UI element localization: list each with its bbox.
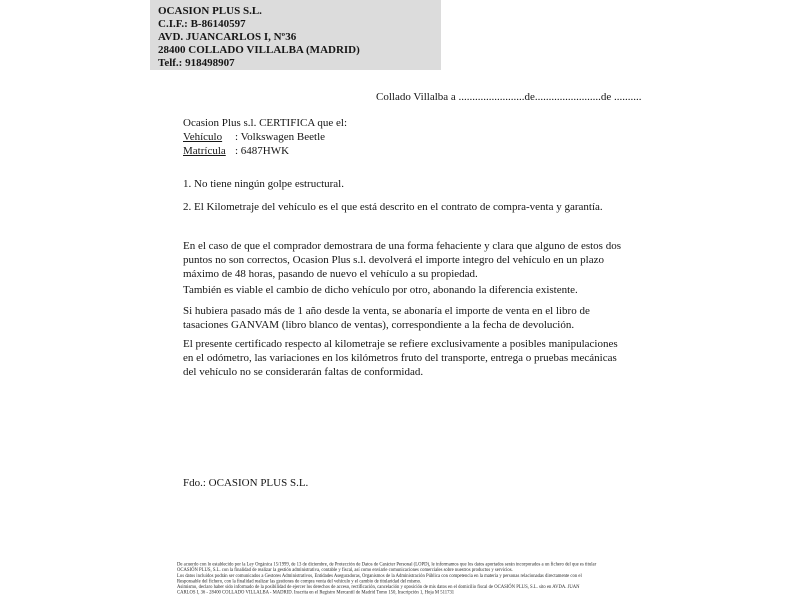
plate-row — [183, 144, 347, 158]
plate-label: Matrícula — [183, 145, 226, 157]
company-address: AVD. JUANCARLOS I, Nº36 — [158, 31, 297, 43]
paragraph-refund: En el caso de que el comprador demostrara de una forma fehaciente y clara que alguno de estos dos puntos no son correctos, Ocasion Plus s.l. devolverá el importe integro del vehículo en un plazo máximo de 48 horas, pasando de nuevo el vehículo a su propiedad. — [183, 240, 621, 280]
signature-line: Fdo.: OCASION PLUS S.L. — [183, 477, 309, 489]
legal-line: OCASIÓN PLUS, S.L. con la finalidad de realizar la gestión administrativa, contable y fiscal, así como enviarle comunicaciones comerciales sobre nuestros productos y servicios. — [177, 567, 513, 573]
company-name: OCASION PLUS S.L. — [158, 5, 262, 17]
vehicle-label: Vehículo — [183, 131, 223, 143]
certificate-intro-block — [183, 116, 347, 158]
vehicle-value: : Volkswagen Beetle — [235, 131, 326, 143]
legal-footer — [177, 562, 622, 600]
paragraph-ganvam: Si hubiera pasado más de 1 año desde la venta, se abonaría el importe de venta en el libro de tasaciones GANVAM (libro blanco de ventas), correspondiente a la fecha de devolución. — [183, 305, 590, 331]
legal-line: CARLOS I, 36 - 28400 COLLADO VILLALBA - MADRID. Inscrita en el Registro Mercantil de Madrid Tomo 150, Inscripción 1, Hoja M 511731 — [177, 590, 455, 596]
company-cif: C.I.F.: B-86140597 — [158, 18, 246, 30]
company-phone: Telf.: 918498907 — [158, 57, 235, 69]
point-1: 1. No tiene ningún golpe estructural. — [183, 178, 344, 190]
certifica-statement: Ocasion Plus s.l. CERTIFICA que el: — [183, 117, 348, 129]
company-city: 28400 COLLADO VILLALBA (MADRID) — [158, 44, 360, 56]
legal-line: Asimismo, declaro haber sido informado de la posibilidad de ejercer los derechos de acceso, rectificación, cancelación y oposición de mis datos en el domicilio fiscal de OCASIÓN PLUS, S.L. sito en AVDA. JUAN — [177, 584, 580, 590]
date-line: Collado Villalba a ........................de........................de .......... — [376, 91, 642, 103]
legal-footer-text — [177, 562, 622, 596]
vehicle-row — [183, 130, 347, 144]
paragraph-exchange: También es viable el cambio de dicho vehículo por otro, abonando la diferencia existente. — [183, 284, 578, 296]
point-2: 2. El Kilometraje del vehículo es el que está descrito en el contrato de compra-venta y garantía. — [183, 201, 603, 213]
letterhead-box — [150, 0, 441, 70]
legal-line: De acuerdo con lo establecido por la Ley Orgánica 15/1999, de 13 de diciembre, de Protección de Datos de Carácter Personal (LOPD), le informamos que los datos aportados serán incorporados a un fichero del que es titular — [177, 562, 597, 567]
legal-line: Responsable del fichero, con la finalidad realizar las gestiones de compra venta del vehículo y el cambio de titularidad del mismo. — [177, 578, 422, 584]
paragraph-odometer: El presente certificado respecto al kilometraje se refiere exclusivamente a posibles manipulaciones en el odómetro, las variaciones en los kilómetros fruto del transporte, entrega o pruebas mecánicas del vehículo no se considerarán faltas de conformidad. — [183, 338, 618, 378]
plate-value: : 6487HWK — [235, 145, 290, 157]
legal-line: Los datos incluidos podrán ser comunicados a Gestores Administrativos, Entidades Aseguradoras, Organismos de la Administración Pública con competencia en la materia y personas relacionadas directamente con el — [177, 573, 582, 579]
